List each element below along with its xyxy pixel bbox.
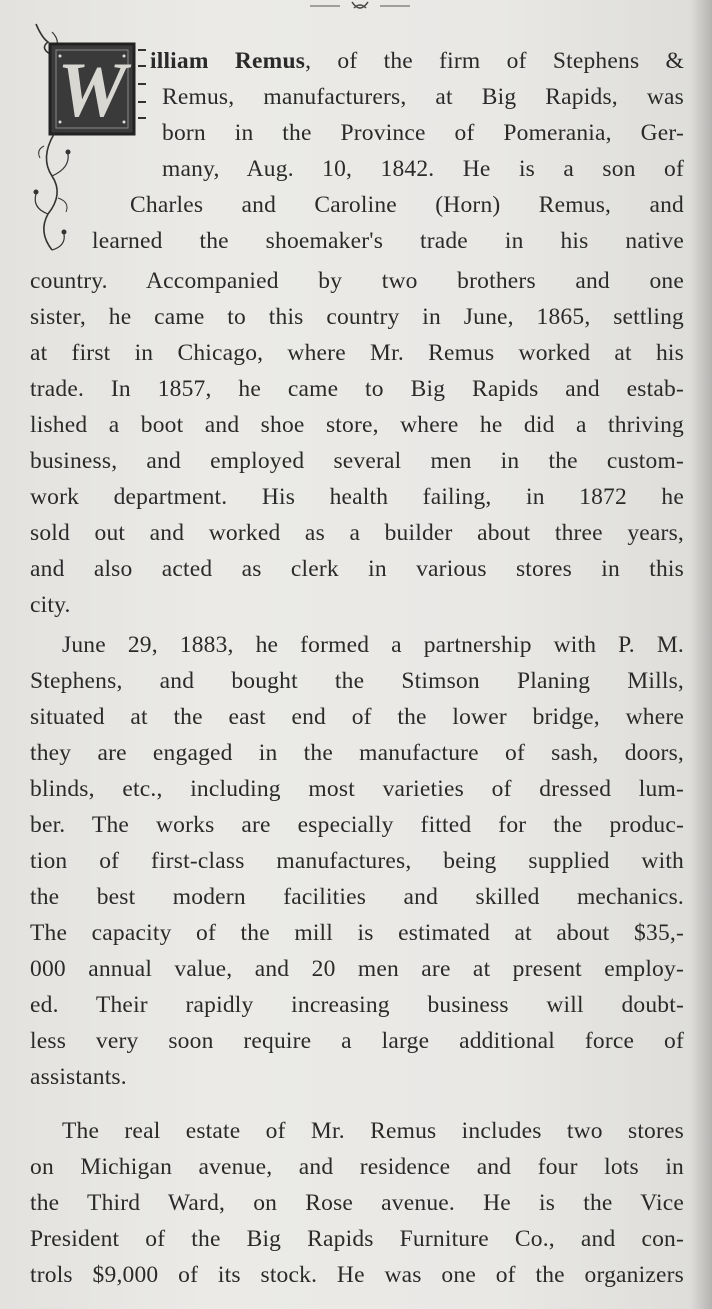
initial-letter: W <box>57 46 127 133</box>
text-line: 000 annual value, and 20 men are at present employ- <box>30 956 684 982</box>
text-line: business, and employed several men in the custom- <box>30 448 684 474</box>
text-line: Remus, manufacturers, at Big Rapids, was <box>162 84 684 110</box>
text-line: on Michigan avenue, and residence and four lots in <box>30 1154 684 1180</box>
text-line: trade. In 1857, he came to Big Rapids and estab- <box>30 376 684 402</box>
decorative-initial-w <box>30 18 150 258</box>
text-line: many, Aug. 10, 1842. He is a son of <box>162 156 684 182</box>
text-line: Charles and Caroline (Horn) Remus, and <box>130 192 684 218</box>
text-line: the best modern facilities and skilled mechanics. <box>30 884 684 910</box>
text-line: the Third Ward, on Rose avenue. He is the Vice <box>30 1190 684 1216</box>
text-line: assistants. <box>30 1064 127 1090</box>
text-line: and also acted as clerk in various stores in this <box>30 556 684 582</box>
text-line: June 29, 1883, he formed a partnership with P. M. <box>62 632 684 658</box>
text-line: city. <box>30 592 71 618</box>
text-line: sister, he came to this country in June, 1865, settling <box>30 304 684 330</box>
text-line: sold out and worked as a builder about three years, <box>30 520 684 546</box>
text-line: at first in Chicago, where Mr. Remus worked at his <box>30 340 684 366</box>
text-line: they are engaged in the manufacture of sash, doors, <box>30 740 684 766</box>
top-ornament <box>300 0 420 16</box>
text-line: blinds, etc., including most varieties of dressed lum- <box>30 776 684 802</box>
text-line: ed. Their rapidly increasing business will doubt- <box>30 992 684 1018</box>
text-line: trols $9,000 of its stock. He was one of the organizers <box>30 1262 684 1288</box>
text-line: illiam Remus, of the firm of Stephens & <box>150 48 684 74</box>
text-line: born in the Province of Pomerania, Ger- <box>162 120 684 146</box>
text-line: situated at the east end of the lower bridge, where <box>30 704 684 730</box>
text-line: The real estate of Mr. Remus includes two stores <box>62 1118 684 1144</box>
text-line: work department. His health failing, in 1872 he <box>30 484 684 510</box>
text-line: tion of first-class manufactures, being supplied with <box>30 848 684 874</box>
page-edge-shadow <box>690 0 712 1309</box>
text-line: country. Accompanied by two brothers and one <box>30 268 684 294</box>
text-line: lished a boot and shoe store, where he did a thriving <box>30 412 684 438</box>
text-line: ber. The works are especially fitted for the produc- <box>30 812 684 838</box>
text-line: The capacity of the mill is estimated at about $35,- <box>30 920 684 946</box>
text-line: President of the Big Rapids Furniture Co., and con- <box>30 1226 684 1252</box>
subject-name: illiam Remus <box>150 48 306 74</box>
text-line: Stephens, and bought the Stimson Planing Mills, <box>30 668 684 694</box>
text-line: less very soon require a large additional force of <box>30 1028 684 1054</box>
text-line: learned the shoemaker's trade in his native <box>92 228 684 254</box>
